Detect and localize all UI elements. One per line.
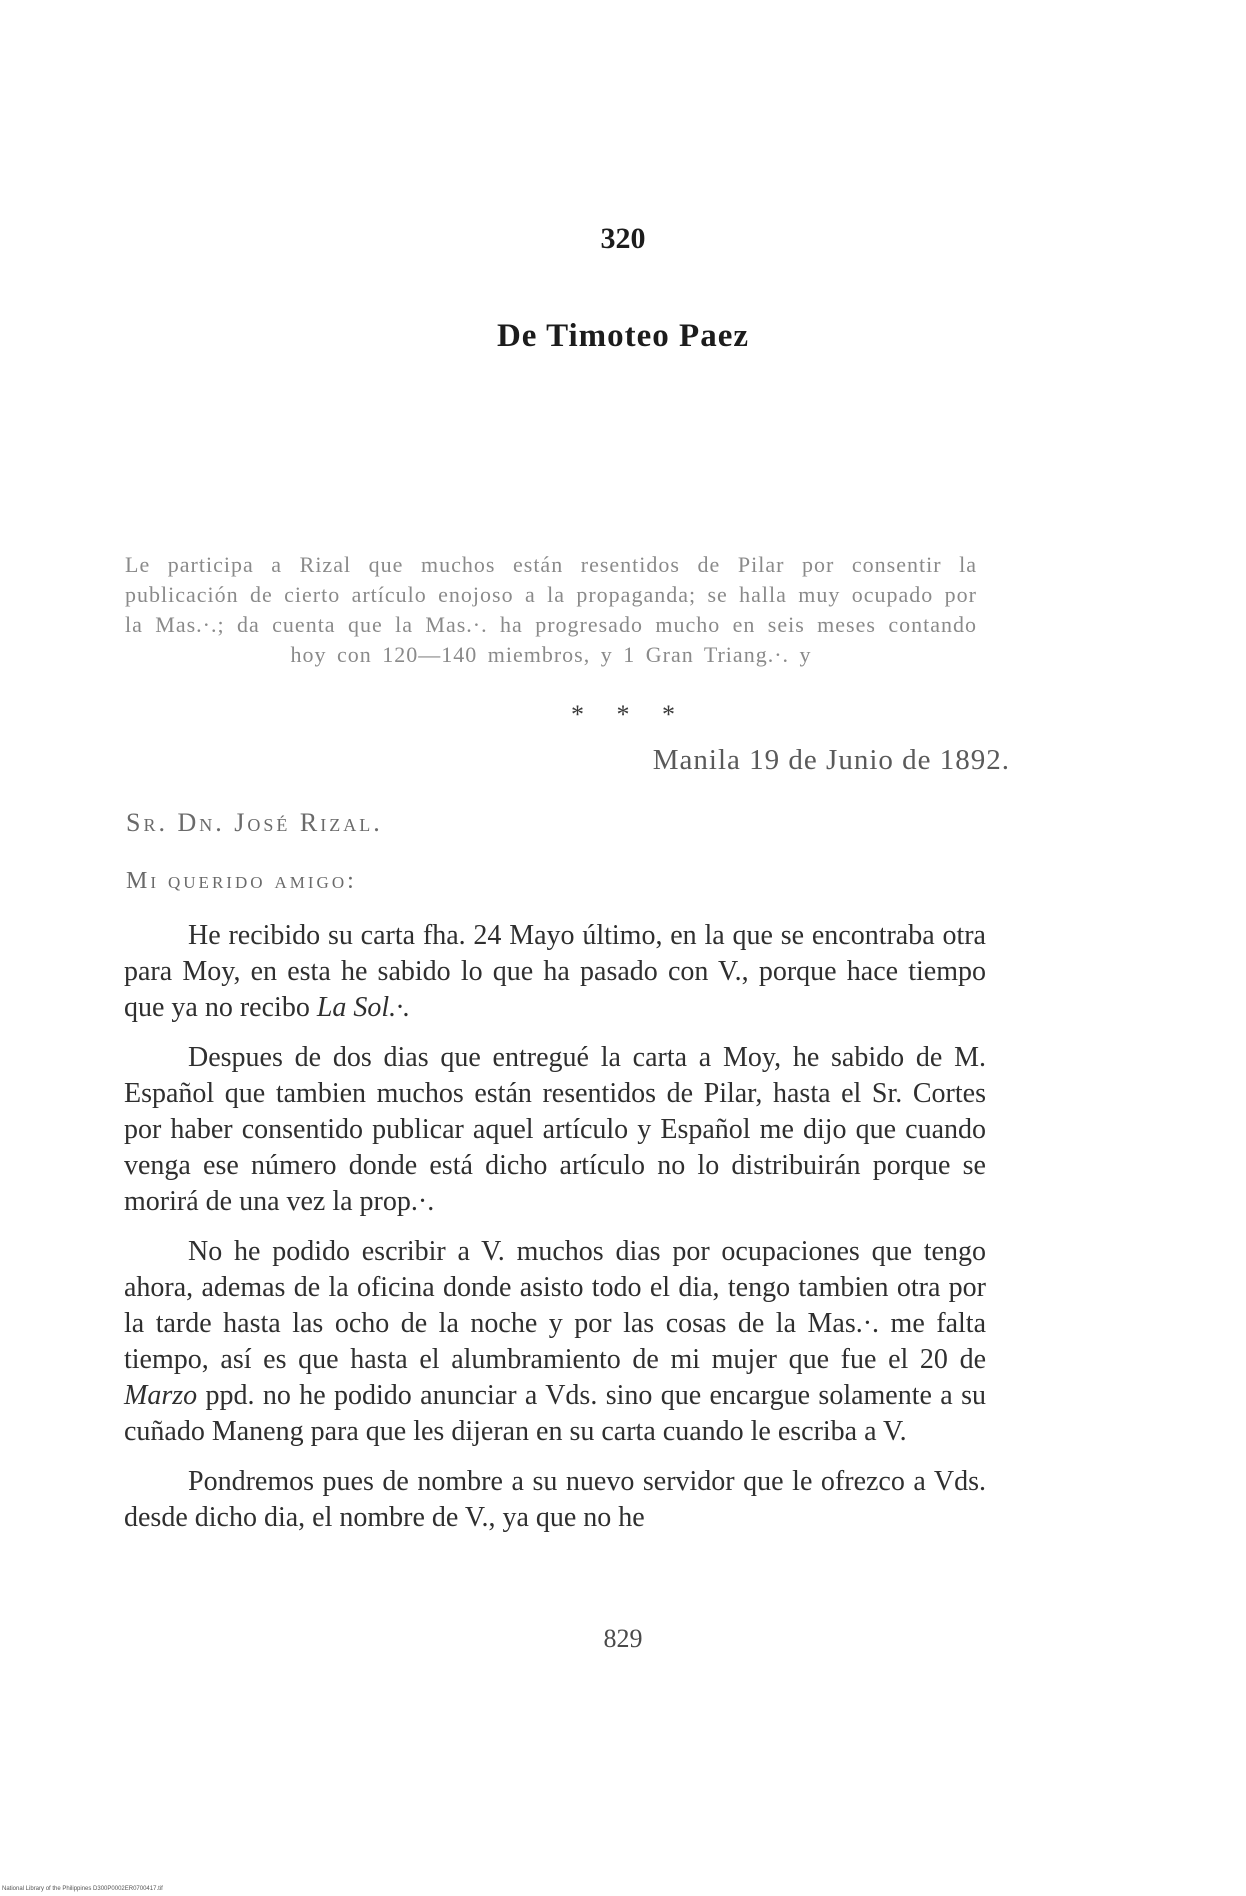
addressee: Sr. Dn. José Rizal. <box>126 808 383 837</box>
letter-summary: Le participa a Rizal que muchos están resentidos de Pilar por consentir la publicación de cierto artículo enojoso a la propaganda; se halla muy ocupado por la Mas.·.; da cuenta que la Mas.·. ha progresado mucho en seis meses contando hoy con 120—140 miembros, y 1 Gran Triang.·. y <box>125 552 977 667</box>
letter-body <box>124 918 986 1550</box>
salutation: Mi querido amigo: <box>126 868 357 894</box>
body-paragraph-4: Pondremos pues de nombre a su nuevo servidor que le ofrezco a Vds. desde dicho dia, el nombre de V., ya que no he <box>124 1466 986 1533</box>
footer-credit: National Library of the Philippines D300P0002ER0700417.tif <box>2 1886 163 1892</box>
letter-title: De Timoteo Paez <box>496 318 750 354</box>
body-paragraph-1-text: He recibido su carta fha. 24 Mayo último, en la que se encontraba otra para Moy, en esta he sabido lo que ha pasado con V., porque hace tiempo que ya no recibo <box>124 920 986 1023</box>
body-paragraph-2: Despues de dos dias que entregué la carta a Moy, he sabido de M. Español que tambien muchos están resentidos de Pilar, hasta el Sr. Cortes por haber consentido publicar aquel artículo y Español me dijo que cuando venga ese número donde está dicho artículo no lo distribuirán porque se morirá de una vez la prop.·. <box>124 1042 986 1217</box>
page-number: 829 <box>603 1624 643 1653</box>
body-paragraph-3-text-b: ppd. no he podido anunciar a Vds. sino que encargue solamente a su cuñado Maneng para que les dijeran en su carta cuando le escriba a V. <box>124 1380 986 1447</box>
body-paragraph-1-italic: La Sol.·. <box>316 992 411 1023</box>
section-separator: * * * <box>571 700 675 729</box>
dateline: Manila 19 de Junio de 1892. <box>652 744 1010 776</box>
body-paragraph-3-text-a: No he podido escribir a V. muchos dias por ocupaciones que tengo ahora, ademas de la oficina donde asisto todo el dia, tengo tambien otra por la tarde hasta las ocho de la noche y por las cosas de la Mas.·. me falta tiempo, así es que hasta el alumbramiento de mi mujer que fue el 20 de <box>124 1236 986 1375</box>
letter-number: 320 <box>600 222 646 255</box>
body-paragraph-3-italic: Marzo <box>124 1380 198 1411</box>
body-paragraph-3 <box>124 1234 986 1450</box>
body-paragraph-1 <box>124 918 986 1026</box>
